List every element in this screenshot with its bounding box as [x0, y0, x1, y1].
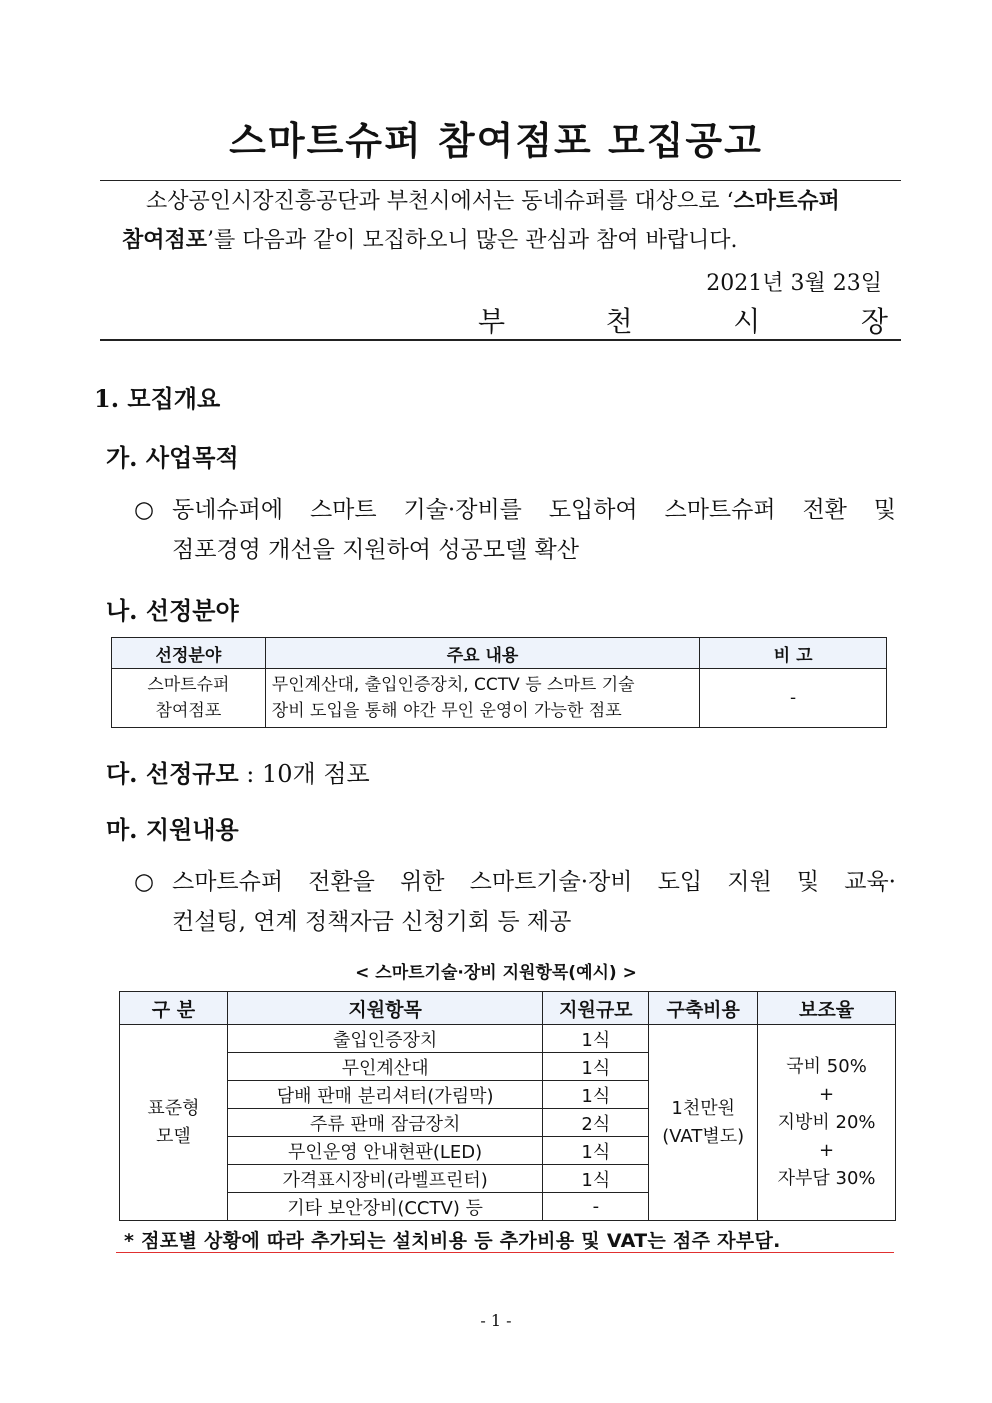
bullet-mark: ○ [134, 497, 155, 523]
cell-line: 표준형 [147, 1097, 200, 1119]
footnote: * 점포별 상황에 따라 추가되는 설치비용 등 추가비용 및 VAT는 점주 자부담. [124, 1230, 781, 1252]
table-header: 보조율 [758, 992, 896, 1025]
announcement-date: 2021년 3월 23일 [706, 271, 882, 296]
section-heading: 1. 모집개요 [94, 384, 221, 413]
table-header: 선정분야 [112, 638, 266, 669]
signer-char: 시 [733, 305, 761, 338]
subsection-heading [106, 754, 370, 789]
bullet-line: 동네슈퍼에 스마트 기술·장비를 도입하여 스마트슈퍼 전환 및 [172, 497, 896, 523]
item-qty: 1식 [543, 1165, 649, 1193]
table-header: 주요 내용 [265, 638, 699, 669]
intro-bold: 스마트슈퍼 [733, 188, 840, 214]
bullet-mark: ○ [134, 869, 155, 895]
bullet-line: 스마트슈퍼 전환을 위한 스마트기술·장비 도입 지원 및 교육· [172, 869, 896, 895]
table-header: 구축비용 [649, 992, 758, 1025]
cell-line: + [819, 1139, 835, 1161]
cell-line: 지방비 20% [777, 1111, 876, 1133]
cost-cell [649, 1025, 758, 1221]
table-cell [265, 669, 699, 728]
footnote-underline [116, 1252, 894, 1253]
subsection-value: : 10개 점포 [238, 760, 370, 788]
cell-line: 모델 [156, 1125, 191, 1147]
header-rule-bottom [100, 339, 901, 341]
intro-bold: 참여점포 [122, 227, 208, 253]
subsection-heading: 마. 지원내용 [106, 815, 239, 844]
cell-line: 참여점포 [155, 701, 222, 721]
item-qty: 1식 [543, 1053, 649, 1081]
signer-char: 장 [860, 305, 888, 338]
selection-table [111, 637, 887, 728]
intro-text: ’를 다음과 같이 모집하오니 많은 관심과 참여 바랍니다. [207, 228, 738, 253]
bullet-line: 점포경영 개선을 지원하여 성공모델 확산 [172, 537, 579, 563]
header-rule-top [100, 180, 901, 181]
signer-char: 부 [478, 305, 506, 338]
document-title: 스마트슈퍼 참여점포 모집공고 [229, 119, 763, 163]
cell-line: 스마트슈퍼 [147, 675, 230, 695]
table-caption: < 스마트기술·장비 지원항목(예시) > [355, 963, 637, 983]
subsection-heading: 나. 선정분야 [106, 596, 239, 625]
item-qty: 1식 [543, 1137, 649, 1165]
item-qty: 1식 [543, 1081, 649, 1109]
bullet-item [134, 490, 896, 570]
table-cell [112, 669, 266, 728]
item-name: 가격표시장비(라벨프린터) [227, 1165, 543, 1193]
intro-text: 소상공인시장진흥공단과 부천시에서는 동네슈퍼를 대상으로 ‘ [146, 189, 734, 214]
table-cell: - [700, 669, 887, 728]
category-cell [120, 1025, 228, 1221]
item-name: 기타 보안장비(CCTV) 등 [227, 1193, 543, 1221]
item-name: 무인계산대 [227, 1053, 543, 1081]
cell-line: 1천만원 [671, 1097, 735, 1119]
item-name: 담배 판매 분리셔터(가림막) [227, 1081, 543, 1109]
table-header: 구 분 [120, 992, 228, 1025]
table-header: 지원규모 [543, 992, 649, 1025]
signer [478, 300, 888, 340]
item-qty: 1식 [543, 1025, 649, 1053]
item-name: 무인운영 안내현판(LED) [227, 1137, 543, 1165]
table-header: 지원항목 [227, 992, 543, 1025]
item-name: 출입인증장치 [227, 1025, 543, 1053]
cell-line: 무인계산대, 출입인증장치, CCTV 등 스마트 기술 [271, 675, 635, 695]
subsection-heading: 가. 사업목적 [106, 443, 239, 472]
support-items-table [119, 991, 896, 1221]
cell-line: (VAT별도) [662, 1125, 745, 1147]
bullet-line: 컨설팅, 연계 정책자금 신청기회 등 제공 [172, 909, 572, 935]
signer-char: 천 [605, 305, 633, 338]
item-qty: 2식 [543, 1109, 649, 1137]
cell-line: 자부담 30% [777, 1167, 876, 1189]
item-qty: - [543, 1193, 649, 1221]
cell-line: + [819, 1083, 835, 1105]
cell-line: 국비 50% [786, 1055, 867, 1077]
item-name: 주류 판매 잠금장치 [227, 1109, 543, 1137]
rate-cell [758, 1025, 896, 1221]
intro-paragraph [122, 182, 894, 260]
bullet-item [134, 862, 896, 942]
table-header: 비 고 [700, 638, 887, 669]
subsection-label: 다. 선정규모 [106, 759, 239, 788]
cell-line: 장비 도입을 통해 야간 무인 운영이 가능한 점포 [271, 701, 622, 721]
page-number: - 1 - [480, 1311, 512, 1330]
